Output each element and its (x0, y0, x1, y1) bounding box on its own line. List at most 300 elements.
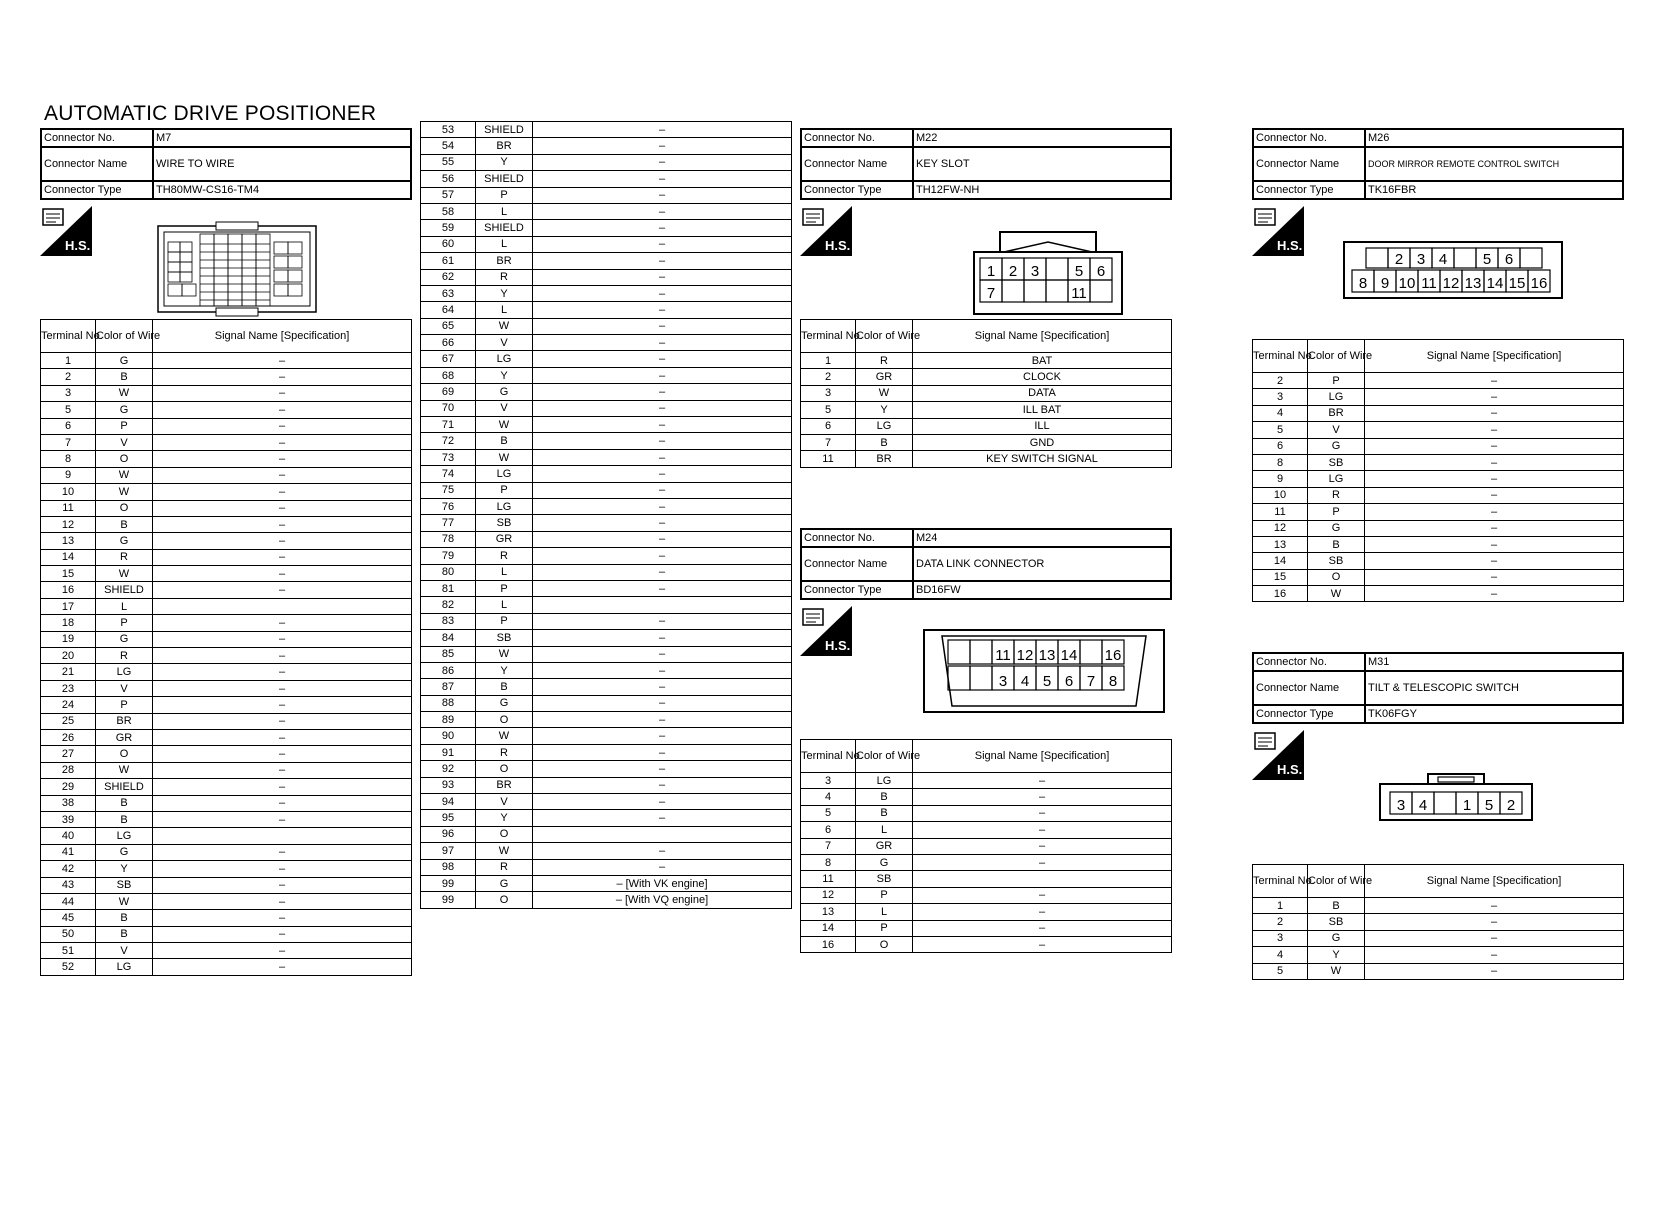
wire-color-cell: P (476, 580, 533, 596)
wire-color-cell: P (476, 482, 533, 498)
terminal-no-header: Terminal No. (801, 320, 856, 353)
table-row (421, 777, 792, 793)
pin-number: 4 (1020, 673, 1030, 690)
signal-name-cell: – (153, 434, 412, 450)
wire-color-cell: G (1308, 438, 1365, 454)
wire-color-cell: SB (96, 877, 153, 893)
table-row (41, 910, 412, 926)
wire-color-cell: SHIELD (96, 582, 153, 598)
table-row (1253, 487, 1624, 503)
table-row (421, 269, 792, 285)
signal-name-cell: – (153, 631, 412, 647)
wire-color-cell: G (1308, 930, 1365, 946)
signal-name-cell: BAT (913, 353, 1172, 369)
connector-type-label: Connector Type (1253, 705, 1365, 723)
connector-name-label: Connector Name (1253, 147, 1365, 181)
wire-color-cell: G (476, 695, 533, 711)
terminal-no-cell: 10 (1253, 487, 1308, 503)
table-row (421, 417, 792, 433)
table-row (41, 861, 412, 877)
connector-no-value: M22 (913, 129, 1171, 147)
signal-name-cell: – (913, 854, 1172, 870)
signal-name-cell: – (153, 697, 412, 713)
terminal-no-cell: 83 (421, 613, 476, 629)
wire-color-cell: SHIELD (96, 779, 153, 795)
table-row (421, 318, 792, 334)
signal-name-cell (533, 826, 792, 842)
terminal-no-cell: 63 (421, 285, 476, 301)
terminal-no-cell: 75 (421, 482, 476, 498)
terminal-no-cell: 3 (41, 385, 96, 401)
pin-number: 13 (1464, 275, 1482, 292)
signal-name-cell: – (1365, 438, 1624, 454)
signal-name-cell: – (153, 353, 412, 369)
table-row (421, 712, 792, 728)
signal-name-cell: – (153, 943, 412, 959)
hs-label: H.S. (825, 638, 851, 653)
table-row (421, 498, 792, 514)
terminal-no-cell: 5 (1253, 963, 1308, 979)
table-row (41, 893, 412, 909)
signal-name-cell: – (1365, 471, 1624, 487)
terminal-no-cell: 99 (421, 875, 476, 891)
table-row (41, 877, 412, 893)
signal-name-cell (153, 828, 412, 844)
table-row (421, 400, 792, 416)
table-row (41, 353, 412, 369)
color-of-wire-header: Color of Wire (1308, 340, 1365, 373)
pin-table-m24 (800, 739, 1172, 953)
table-row (421, 597, 792, 613)
signal-name-cell: – (1365, 487, 1624, 503)
wire-color-cell: G (96, 533, 153, 549)
terminal-no-cell: 80 (421, 564, 476, 580)
wire-color-cell: B (96, 516, 153, 532)
terminal-no-cell: 10 (41, 484, 96, 500)
signal-name-cell: – (153, 615, 412, 631)
signal-name-cell: – (153, 418, 412, 434)
signal-name-header: Signal Name [Specification] (1365, 340, 1624, 373)
table-row (41, 648, 412, 664)
terminal-no-cell: 67 (421, 351, 476, 367)
wire-color-cell: LG (96, 828, 153, 844)
terminal-no-cell: 2 (41, 369, 96, 385)
wire-color-cell: W (96, 385, 153, 401)
hs-label: H.S. (65, 238, 91, 253)
terminal-no-cell: 57 (421, 187, 476, 203)
table-row (41, 418, 412, 434)
signal-name-cell: – (153, 811, 412, 827)
wire-color-cell: BR (1308, 405, 1365, 421)
terminal-no-cell: 28 (41, 762, 96, 778)
signal-name-cell (913, 871, 1172, 887)
signal-name-cell: – (1365, 389, 1624, 405)
wire-color-cell: B (96, 926, 153, 942)
table-row (41, 713, 412, 729)
table-row (801, 402, 1172, 418)
harness-side-icon (1252, 206, 1304, 256)
signal-name-cell: – (533, 794, 792, 810)
wire-color-cell: R (476, 548, 533, 564)
table-row (1253, 389, 1624, 405)
connector-info-m7 (40, 128, 412, 200)
wire-color-cell: V (96, 943, 153, 959)
table-row (421, 236, 792, 252)
table-row (1253, 438, 1624, 454)
terminal-no-header: Terminal No. (41, 320, 96, 353)
table-row (801, 936, 1172, 952)
terminal-no-cell: 5 (801, 805, 856, 821)
terminal-no-cell: 6 (41, 418, 96, 434)
signal-name-cell: – (533, 154, 792, 170)
terminal-no-cell: 53 (421, 122, 476, 138)
harness-side-icon (800, 206, 852, 256)
terminal-no-cell: 18 (41, 615, 96, 631)
table-row (41, 779, 412, 795)
signal-name-cell: – (153, 746, 412, 762)
terminal-no-cell: 11 (41, 500, 96, 516)
signal-name-cell (533, 597, 792, 613)
table-row (421, 171, 792, 187)
terminal-no-cell: 2 (801, 369, 856, 385)
terminal-no-cell: 26 (41, 729, 96, 745)
wire-color-cell: SB (476, 515, 533, 531)
wire-color-cell: G (476, 875, 533, 891)
terminal-no-header: Terminal No. (801, 740, 856, 773)
wire-color-cell: BR (856, 451, 913, 467)
signal-name-cell: – (1365, 520, 1624, 536)
wire-color-cell: R (96, 648, 153, 664)
table-row (41, 549, 412, 565)
table-row (421, 302, 792, 318)
wire-color-cell: O (476, 826, 533, 842)
table-row (41, 484, 412, 500)
signal-name-cell: – (533, 515, 792, 531)
wire-color-cell: SHIELD (476, 220, 533, 236)
table-row (421, 335, 792, 351)
terminal-no-cell: 13 (1253, 536, 1308, 552)
signal-name-cell: – (533, 318, 792, 334)
connector-no-value: M7 (153, 129, 411, 147)
wire-color-cell: SHIELD (476, 122, 533, 138)
table-row (41, 746, 412, 762)
signal-name-cell: – (1365, 569, 1624, 585)
connector-name-value: DOOR MIRROR REMOTE CONTROL SWITCH (1365, 147, 1623, 181)
wire-color-cell: B (96, 811, 153, 827)
pin-number: 2 (1394, 251, 1404, 268)
terminal-no-cell: 60 (421, 236, 476, 252)
table-row (801, 871, 1172, 887)
table-row (421, 875, 792, 891)
signal-name-cell: – (153, 795, 412, 811)
table-row (801, 385, 1172, 401)
signal-name-cell: – (533, 744, 792, 760)
signal-name-cell: – (913, 789, 1172, 805)
connector-name-value: TILT & TELESCOPIC SWITCH (1365, 671, 1623, 705)
connector-name-label: Connector Name (1253, 671, 1365, 705)
wire-color-cell: SB (1308, 454, 1365, 470)
table-row (421, 564, 792, 580)
signal-name-cell: – (533, 433, 792, 449)
signal-name-cell: – (913, 920, 1172, 936)
wire-color-cell: O (476, 761, 533, 777)
table-row (1253, 569, 1624, 585)
wire-color-cell: LG (476, 498, 533, 514)
table-row (41, 697, 412, 713)
terminal-no-cell: 86 (421, 662, 476, 678)
pin-number: 5 (1074, 263, 1084, 280)
wire-color-cell: L (476, 236, 533, 252)
wire-color-cell: GR (856, 838, 913, 854)
terminal-no-header: Terminal No. (1253, 865, 1308, 898)
pin-table-m7-continued (420, 121, 792, 909)
table-row (41, 434, 412, 450)
terminal-no-cell: 27 (41, 746, 96, 762)
table-row (1253, 471, 1624, 487)
wire-color-cell: O (96, 451, 153, 467)
table-row (421, 810, 792, 826)
table-row (1253, 520, 1624, 536)
terminal-no-cell: 3 (801, 385, 856, 401)
signal-name-cell: – (913, 936, 1172, 952)
signal-name-cell: – (913, 805, 1172, 821)
terminal-no-cell: 91 (421, 744, 476, 760)
terminal-no-cell: 64 (421, 302, 476, 318)
signal-name-cell: – (533, 613, 792, 629)
signal-name-cell: DATA (913, 385, 1172, 401)
signal-name-cell: GND (913, 434, 1172, 450)
terminal-no-cell: 15 (41, 566, 96, 582)
terminal-no-cell: 70 (421, 400, 476, 416)
signal-name-cell: – (533, 843, 792, 859)
signal-name-header: Signal Name [Specification] (153, 320, 412, 353)
terminal-no-cell: 99 (421, 892, 476, 908)
terminal-no-cell: 87 (421, 679, 476, 695)
table-row (1253, 454, 1624, 470)
signal-name-cell: – (533, 236, 792, 252)
table-row (421, 630, 792, 646)
terminal-no-cell: 8 (1253, 454, 1308, 470)
signal-name-cell: ILL BAT (913, 402, 1172, 418)
table-row (1253, 947, 1624, 963)
wire-color-cell: P (476, 187, 533, 203)
terminal-no-cell: 78 (421, 531, 476, 547)
wire-color-cell: L (476, 302, 533, 318)
hs-label: H.S. (1277, 238, 1303, 253)
signal-name-cell: – (533, 138, 792, 154)
terminal-no-cell: 6 (1253, 438, 1308, 454)
hs-label: H.S. (1277, 762, 1303, 777)
table-row (421, 482, 792, 498)
signal-name-cell: – (533, 203, 792, 219)
terminal-no-cell: 24 (41, 697, 96, 713)
connector-no-label: Connector No. (1253, 129, 1365, 147)
table-row (1253, 373, 1624, 389)
signal-name-cell: – (533, 285, 792, 301)
wire-color-cell: BR (476, 777, 533, 793)
pin-number: 2 (1008, 263, 1018, 280)
terminal-no-cell: 42 (41, 861, 96, 877)
pin-number: 6 (1064, 673, 1074, 690)
table-row (421, 466, 792, 482)
signal-name-cell: – (533, 712, 792, 728)
signal-name-cell: – (533, 859, 792, 875)
signal-name-cell: – (533, 220, 792, 236)
pin-table-m26 (1252, 339, 1624, 602)
signal-name-cell: – (153, 549, 412, 565)
table-row (421, 220, 792, 236)
table-row (41, 402, 412, 418)
table-row (801, 920, 1172, 936)
wire-color-cell: B (856, 434, 913, 450)
terminal-no-cell: 7 (801, 838, 856, 854)
signal-name-cell: – (1365, 963, 1624, 979)
wire-color-cell: Y (476, 285, 533, 301)
signal-name-cell: – (1365, 454, 1624, 470)
wire-color-cell: P (96, 697, 153, 713)
connector-face-m26 (1342, 240, 1564, 305)
terminal-no-cell: 98 (421, 859, 476, 875)
wire-color-cell: W (96, 566, 153, 582)
signal-name-header: Signal Name [Specification] (913, 320, 1172, 353)
wire-color-cell: G (96, 631, 153, 647)
pin-number: 13 (1038, 647, 1056, 664)
pin-number: 3 (1396, 797, 1406, 814)
terminal-no-cell: 1 (41, 353, 96, 369)
wire-color-cell: P (96, 615, 153, 631)
wire-color-cell: BR (96, 713, 153, 729)
table-row (41, 598, 412, 614)
signal-name-cell: – (533, 449, 792, 465)
terminal-no-cell: 14 (801, 920, 856, 936)
terminal-no-cell: 23 (41, 680, 96, 696)
pin-number: 11 (995, 647, 1011, 664)
connector-info-m26 (1252, 128, 1624, 200)
wire-color-cell: R (1308, 487, 1365, 503)
wire-color-cell: W (476, 646, 533, 662)
signal-name-cell: – (153, 959, 412, 975)
wire-color-cell: W (476, 318, 533, 334)
signal-name-cell: – (533, 761, 792, 777)
table-row (801, 822, 1172, 838)
connector-name-label: Connector Name (801, 147, 913, 181)
wire-color-cell: SB (476, 630, 533, 646)
wire-color-cell: GR (476, 531, 533, 547)
terminal-no-cell: 71 (421, 417, 476, 433)
signal-name-header: Signal Name [Specification] (913, 740, 1172, 773)
table-row (421, 187, 792, 203)
terminal-no-cell: 4 (1253, 947, 1308, 963)
signal-name-cell: – (533, 466, 792, 482)
table-row (801, 854, 1172, 870)
signal-name-cell: – (533, 482, 792, 498)
signal-name-header: Signal Name [Specification] (1365, 865, 1624, 898)
signal-name-cell: – (1365, 373, 1624, 389)
connector-m24 (800, 528, 1172, 600)
wire-color-cell: BR (476, 138, 533, 154)
signal-name-cell: – (153, 729, 412, 745)
connector-face-m7 (156, 220, 320, 325)
pin-number: 7 (1086, 673, 1096, 690)
table-row (421, 761, 792, 777)
terminal-no-cell: 9 (1253, 471, 1308, 487)
pin-number: 7 (986, 285, 996, 302)
pin-table-m22 (800, 319, 1172, 468)
signal-name-cell: KEY SWITCH SIGNAL (913, 451, 1172, 467)
signal-name-cell: – (913, 887, 1172, 903)
signal-name-cell: – (1365, 586, 1624, 602)
connector-no-value: M31 (1365, 653, 1623, 671)
table-row (801, 887, 1172, 903)
signal-name-cell: – (533, 679, 792, 695)
connector-type-label: Connector Type (801, 581, 913, 599)
terminal-no-cell: 97 (421, 843, 476, 859)
table-row (421, 122, 792, 138)
table-row (421, 154, 792, 170)
wire-color-cell: P (96, 418, 153, 434)
wire-color-cell: O (856, 936, 913, 952)
wire-color-cell: O (476, 712, 533, 728)
wire-color-cell: SB (1308, 553, 1365, 569)
signal-name-cell: – (533, 548, 792, 564)
table-row (421, 794, 792, 810)
table-row (801, 904, 1172, 920)
terminal-no-cell: 19 (41, 631, 96, 647)
signal-name-cell: – (153, 713, 412, 729)
terminal-no-cell: 76 (421, 498, 476, 514)
wire-color-cell: P (856, 887, 913, 903)
signal-name-cell: – (153, 910, 412, 926)
connector-info-m22 (800, 128, 1172, 200)
signal-name-cell: – (1365, 504, 1624, 520)
wire-color-cell: R (96, 549, 153, 565)
wire-color-cell: O (96, 500, 153, 516)
signal-name-cell: – (1365, 536, 1624, 552)
terminal-no-cell: 84 (421, 630, 476, 646)
connector-face-m24 (922, 628, 1166, 719)
table-row (41, 500, 412, 516)
harness-side-icon (40, 206, 92, 256)
table-row (421, 531, 792, 547)
pin-number: 11 (1421, 275, 1437, 292)
wire-color-cell: Y (1308, 947, 1365, 963)
terminal-no-cell: 77 (421, 515, 476, 531)
terminal-no-cell: 2 (1253, 914, 1308, 930)
pin-number: 16 (1530, 275, 1548, 292)
signal-name-cell: – (153, 664, 412, 680)
terminal-no-cell: 58 (421, 203, 476, 219)
connector-m31 (1252, 652, 1624, 724)
table-row (41, 844, 412, 860)
table-row (41, 369, 412, 385)
signal-name-cell: – (153, 566, 412, 582)
table-row (421, 744, 792, 760)
wire-color-cell: B (96, 795, 153, 811)
table-row (421, 203, 792, 219)
terminal-no-header: Terminal No. (1253, 340, 1308, 373)
terminal-no-cell: 11 (801, 871, 856, 887)
table-row (421, 580, 792, 596)
signal-name-cell: – (913, 904, 1172, 920)
signal-name-cell: – (533, 580, 792, 596)
table-row (41, 533, 412, 549)
signal-name-cell: ILL (913, 418, 1172, 434)
connector-name-value: DATA LINK CONNECTOR (913, 547, 1171, 581)
terminal-no-cell: 85 (421, 646, 476, 662)
terminal-no-cell: 8 (801, 854, 856, 870)
terminal-no-cell: 29 (41, 779, 96, 795)
terminal-no-cell: 3 (1253, 930, 1308, 946)
